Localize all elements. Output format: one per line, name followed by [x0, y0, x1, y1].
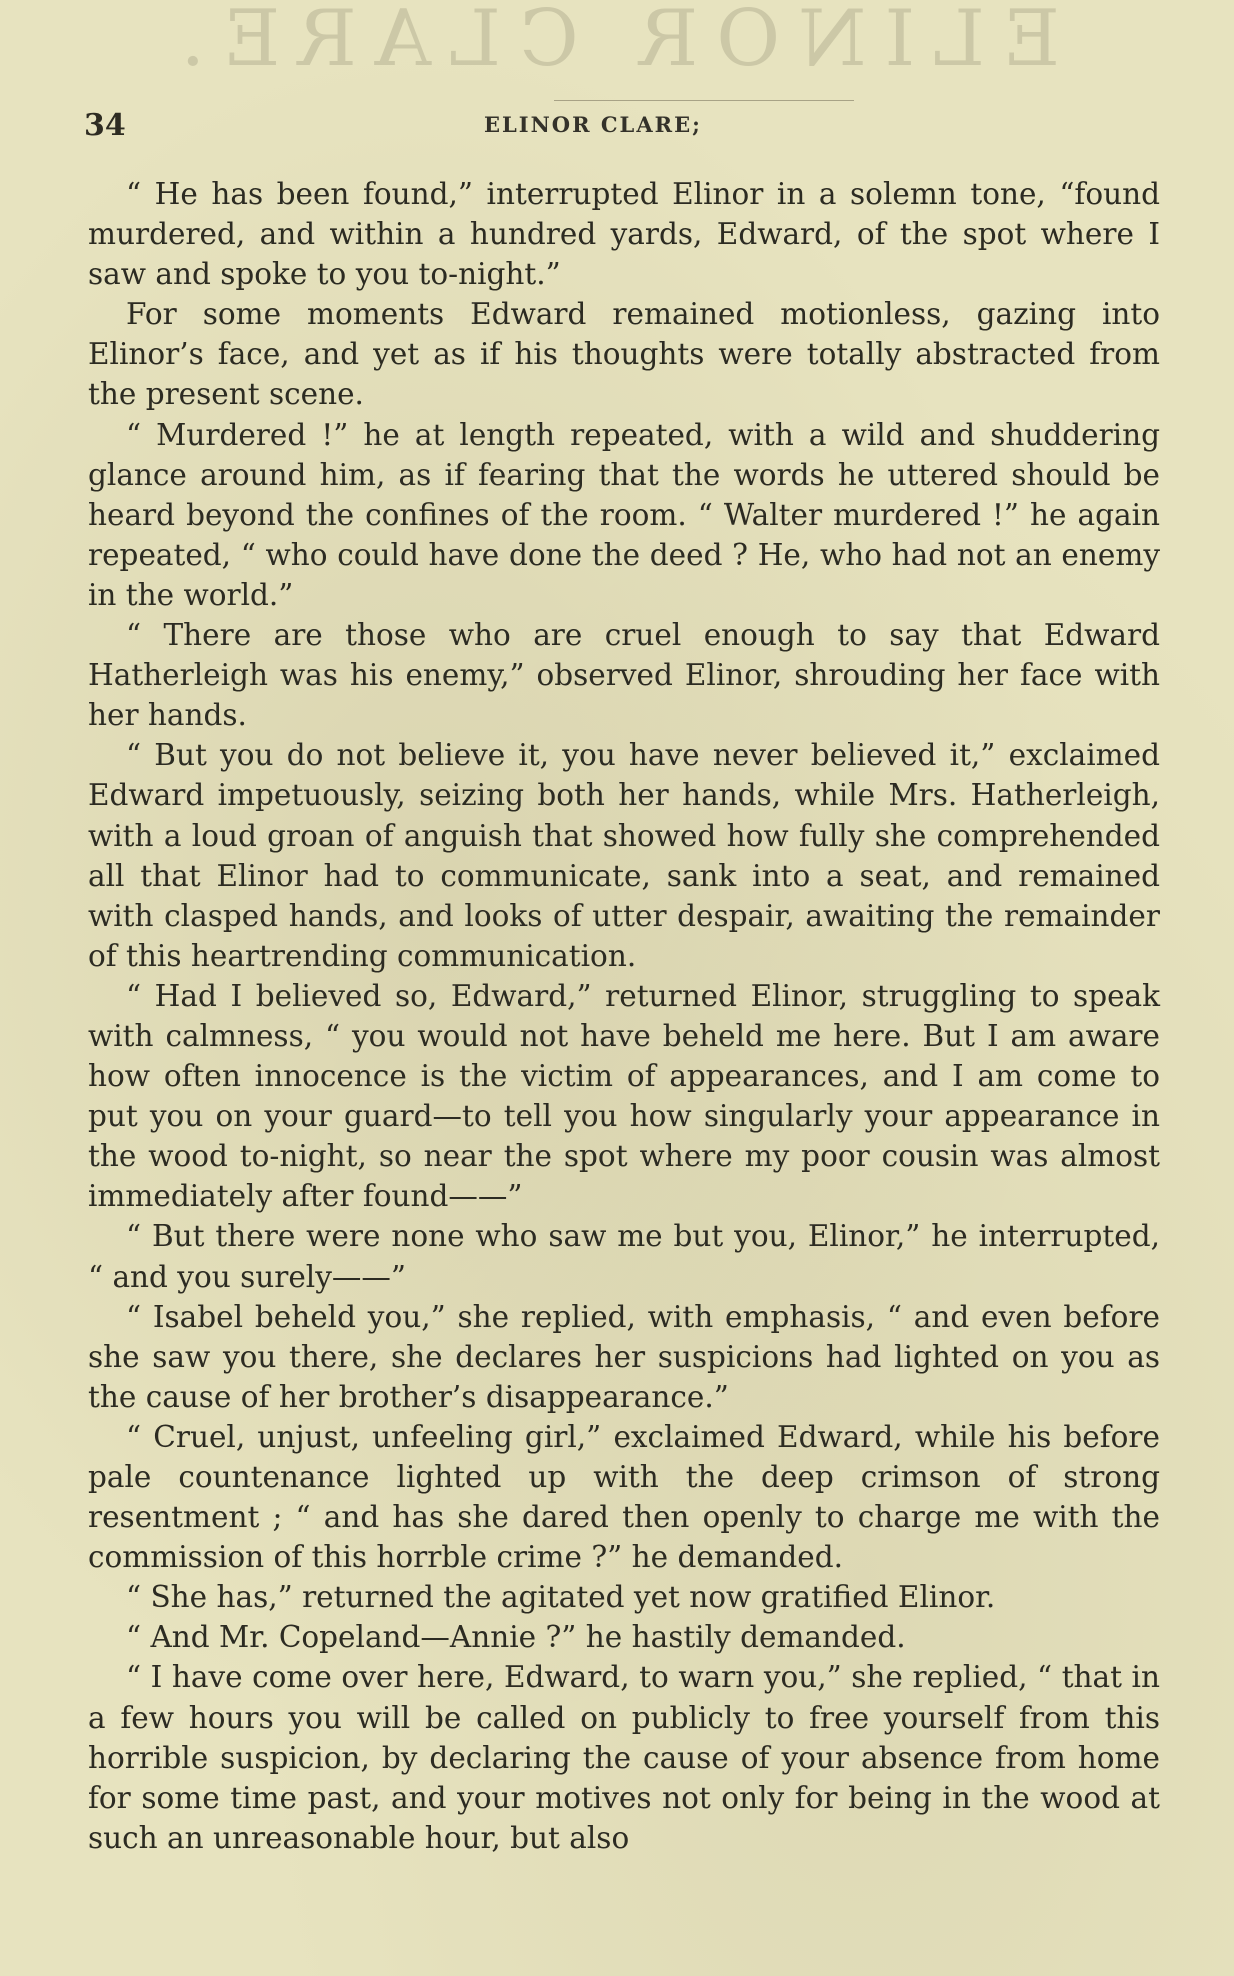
body-text [88, 174, 1160, 1858]
paragraph: “ Isabel beheld you,” she replied, with emphasis, “ and even before she saw you there, she declares her suspicions had lighted on you as the cause of her brother’s disappearance.” [88, 1299, 1160, 1414]
paragraph: “ Cruel, unjust, unfeeling girl,” exclaimed Edward, while his before pale countenance lighted up with the deep crimson of strong resentment ; “ and has she dared then openly to charge me with the commission of this horrble crime ?” he demanded. [88, 1419, 1160, 1575]
paragraph: “ But you do not believe it, you have never believed it,” exclaimed Edward impetuously, seizing both her hands, while Mrs. Hatherleigh, with a loud groan of anguish that showed how fully she comprehended all that Elinor had to communicate, sank into a seat, and remained with clasped hands, and looks of utter despair, awaiting the remainder of this heartrending communication. [88, 738, 1160, 973]
paragraph: For some moments Edward remained motionless, gazing into Elinor’s face, and yet as if his thoughts were totally abstracted from the present scene. [88, 297, 1160, 412]
running-head [84, 108, 1164, 148]
paragraph: “ Murdered !” he at length repeated, with a wild and shuddering glance around him, as if fearing that the words he uttered should be heard beyond the confines of the room. “ Walter murdered !” he again repeated, “ who could have done the deed ? He, who had not an enemy in the world.” [88, 417, 1160, 612]
running-head-title: ELINOR CLARE; [484, 112, 702, 137]
paragraph: “ But there were none who saw me but you, Elinor,” he interrupted, “ and you surely——” [88, 1219, 1160, 1294]
paragraph: “ There are those who are cruel enough to say that Edward Hatherleigh was his enemy,” observed Elinor, shrouding her face with her hands. [88, 618, 1160, 733]
paragraph: “ And Mr. Copeland—Annie ?” he hastily demanded. [126, 1620, 906, 1655]
paragraph: “ He has been found,” interrupted Elinor in a solemn tone, “found murdered, and within a hundred yards, Edward, of the spot where I saw and spoke to you to-night.” [88, 177, 1160, 292]
paragraph: “ Had I believed so, Edward,” returned Elinor, struggling to speak with calmness, “ you would not have beheld me here. But I am aware how often innocence is the victim of appearances, and I am come to put you on your guard—to tell you how singularly your appearance in the wood to-night, so near the spot where my poor cousin was almost immediately after found——” [88, 978, 1160, 1214]
page-number: 34 [84, 108, 126, 143]
bleed-through-title: ELINOR CLARE. [162, 0, 1060, 84]
paragraph: “ She has,” returned the agitated yet now gratified Elinor. [126, 1580, 996, 1615]
paragraph: “ I have come over here, Edward, to warn you,” she replied, “ that in a few hours you will be called on publicly to free yourself from this horrible suspicion, by declaring the cause of your absence from home for some time past, and your motives not only for being in the wood at such an unreasonable hour, but also [88, 1660, 1160, 1855]
running-head-rule [554, 100, 854, 101]
